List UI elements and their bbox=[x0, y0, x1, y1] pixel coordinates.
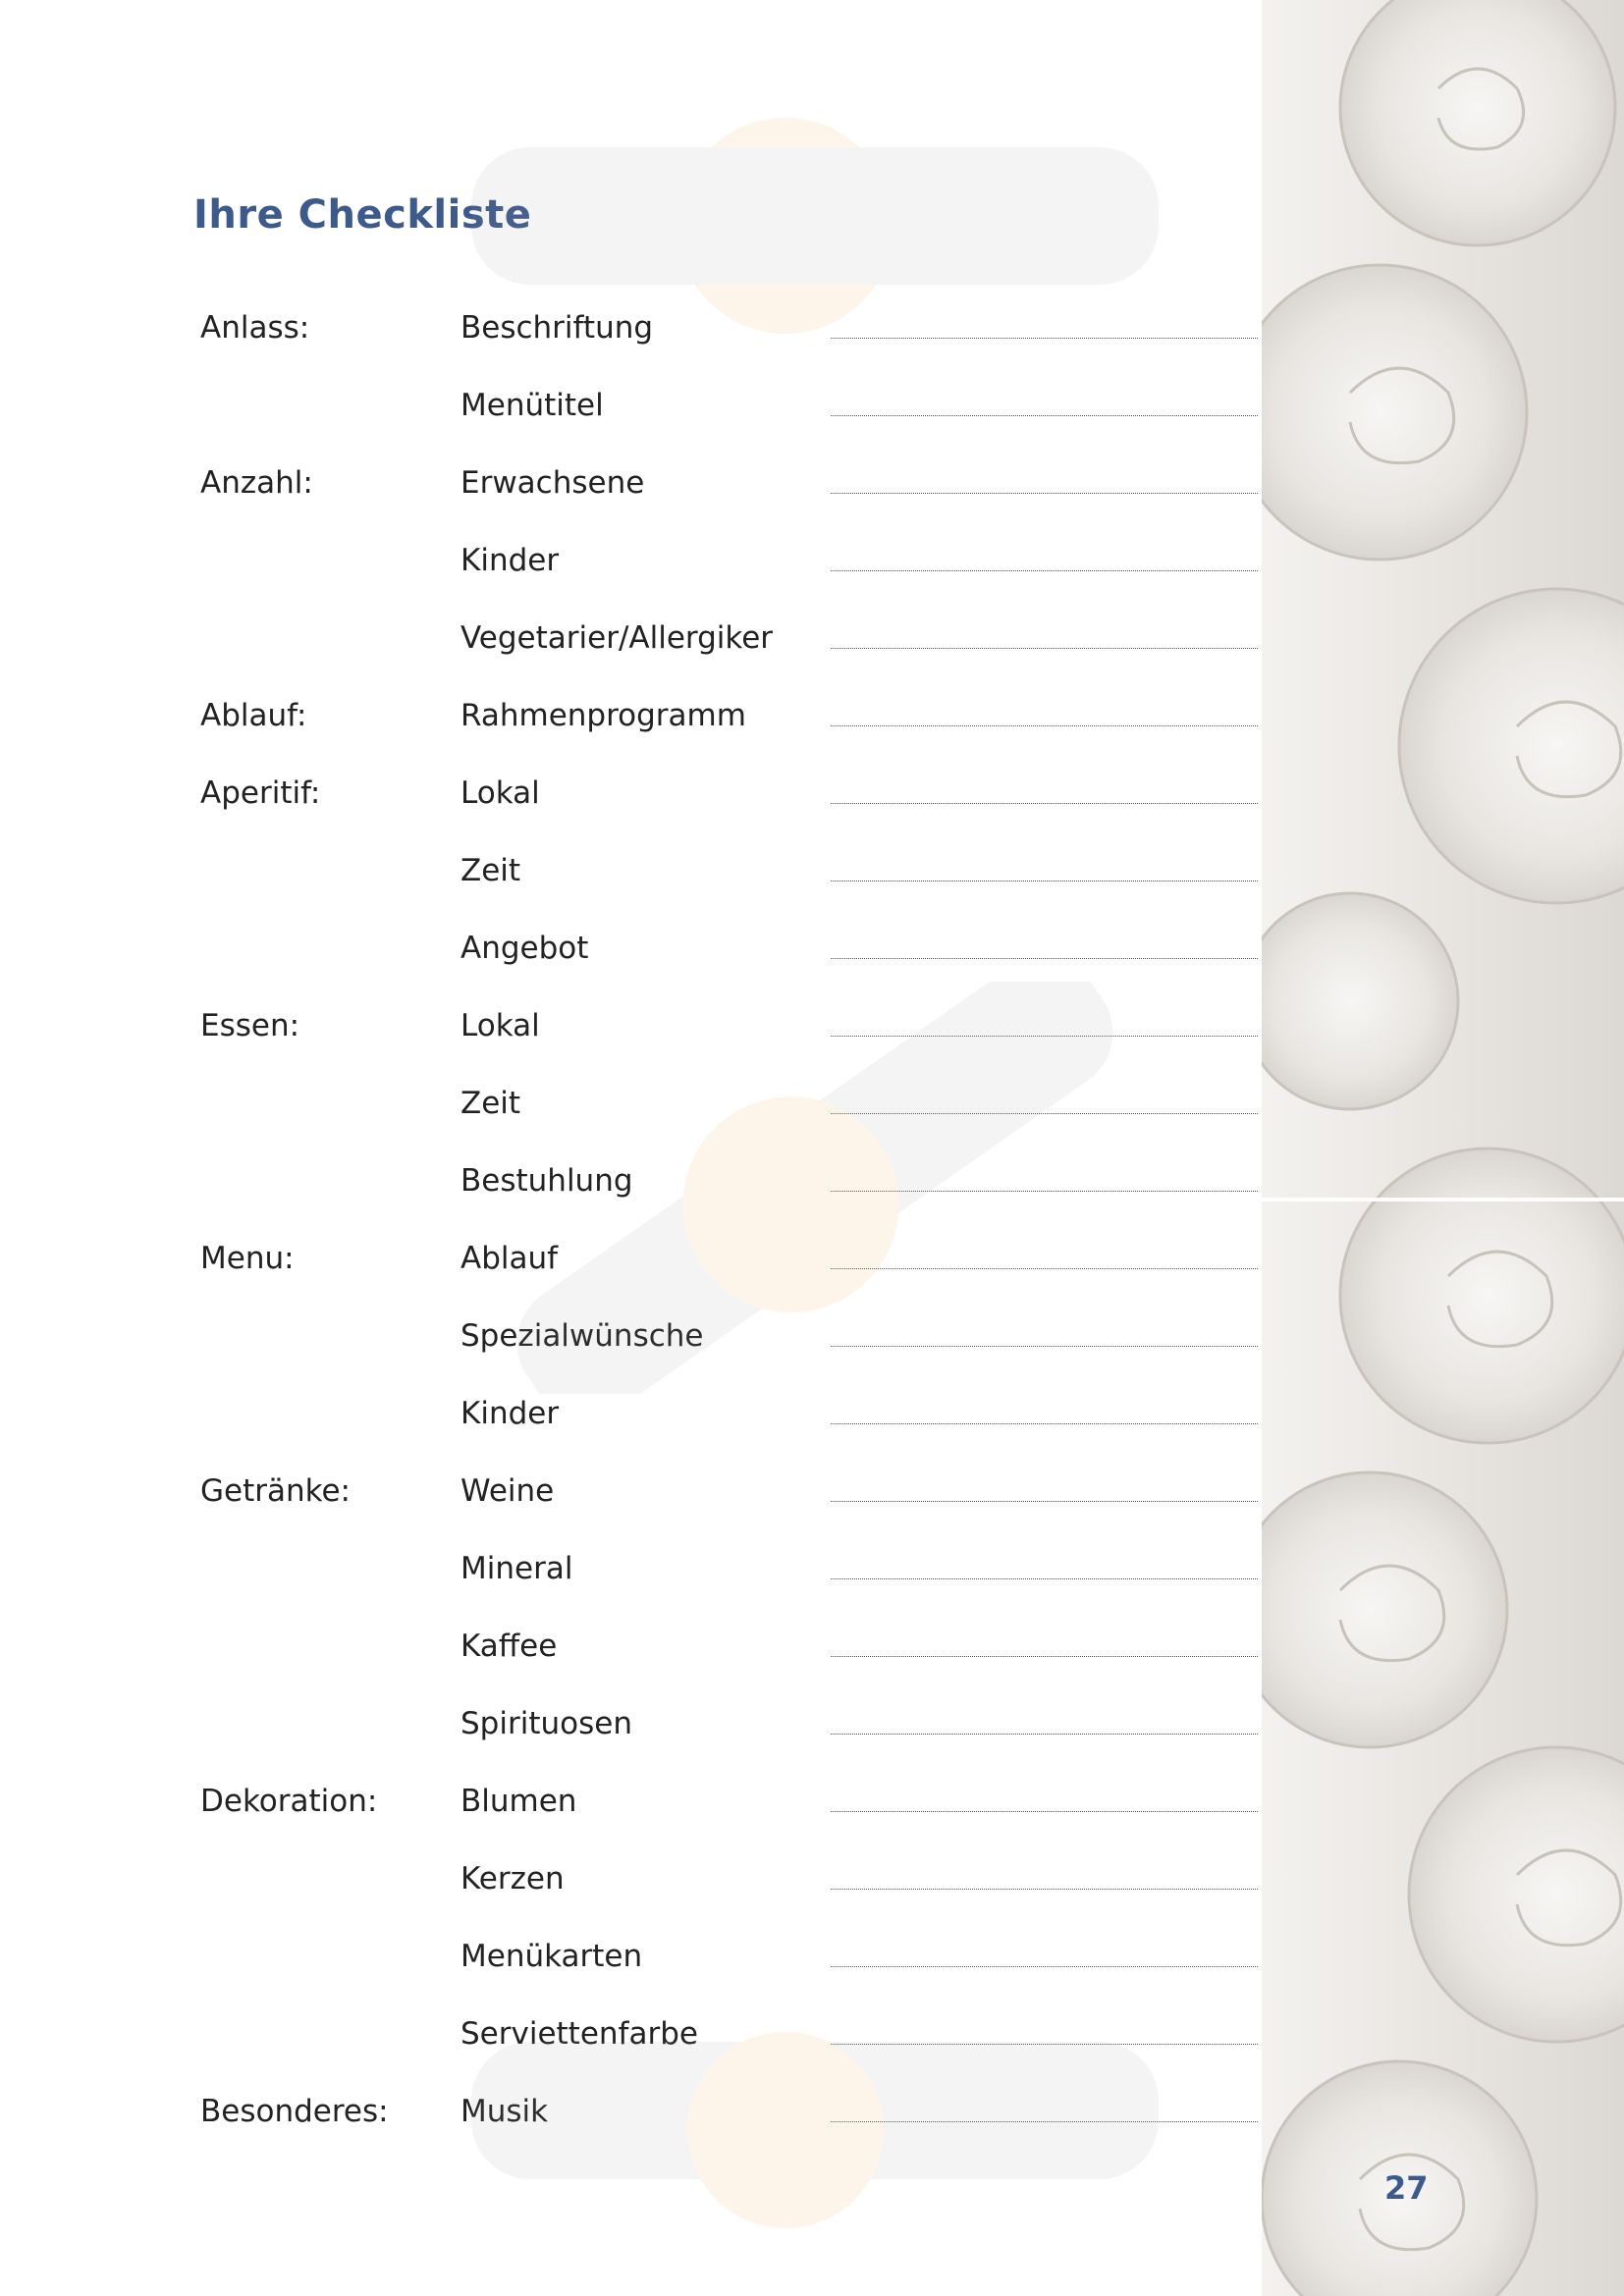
page-number: 27 bbox=[1384, 2169, 1429, 2207]
fill-in-line[interactable] bbox=[831, 1811, 1258, 1812]
fill-in-line[interactable] bbox=[831, 1113, 1258, 1114]
checklist-row bbox=[0, 1623, 1262, 1700]
fill-in-line[interactable] bbox=[831, 1966, 1258, 1967]
item-label: Weine bbox=[460, 1473, 555, 1509]
fill-in-line[interactable] bbox=[831, 958, 1258, 959]
fill-in-line[interactable] bbox=[831, 725, 1258, 726]
item-label: Bestuhlung bbox=[460, 1163, 633, 1199]
fill-in-line[interactable] bbox=[831, 1346, 1258, 1347]
fill-in-line[interactable] bbox=[831, 1734, 1258, 1735]
item-label: Spirituosen bbox=[460, 1706, 632, 1741]
item-label: Lokal bbox=[460, 775, 540, 811]
checklist-row bbox=[0, 1855, 1262, 1933]
category-label: Anzahl: bbox=[200, 465, 313, 501]
fill-in-line[interactable] bbox=[831, 570, 1258, 571]
category-label: Essen: bbox=[200, 1008, 300, 1043]
fill-in-line[interactable] bbox=[831, 415, 1258, 416]
category-label: Dekoration: bbox=[200, 1784, 378, 1819]
item-label: Rahmenprogramm bbox=[460, 698, 746, 733]
item-label: Kerzen bbox=[460, 1861, 565, 1896]
checklist-row bbox=[0, 692, 1262, 770]
item-label: Ablauf bbox=[460, 1241, 559, 1276]
item-label: Vegetarier/Allergiker bbox=[460, 620, 774, 656]
fill-in-line[interactable] bbox=[831, 1578, 1258, 1579]
fill-in-line[interactable] bbox=[831, 1191, 1258, 1192]
category-label: Getränke: bbox=[200, 1473, 352, 1509]
item-label: Erwachsene bbox=[460, 465, 645, 501]
item-label: Zeit bbox=[460, 1086, 521, 1121]
checklist-row bbox=[0, 614, 1262, 692]
checklist-row bbox=[0, 1235, 1262, 1312]
checklist-row bbox=[0, 2088, 1262, 2165]
fill-in-line[interactable] bbox=[831, 1268, 1258, 1269]
checklist-row bbox=[0, 1545, 1262, 1623]
fill-in-line[interactable] bbox=[831, 493, 1258, 494]
category-label: Anlass: bbox=[200, 310, 310, 346]
checklist-row bbox=[0, 847, 1262, 925]
fill-in-line[interactable] bbox=[831, 803, 1258, 804]
item-label: Mineral bbox=[460, 1551, 573, 1586]
checklist-row bbox=[0, 537, 1262, 614]
fill-in-line[interactable] bbox=[831, 1501, 1258, 1502]
white-roses-image bbox=[1262, 0, 1624, 2296]
item-label: Musik bbox=[460, 2094, 549, 2129]
fill-in-line[interactable] bbox=[831, 648, 1258, 649]
item-label: Menükarten bbox=[460, 1939, 643, 1974]
page-title: Ihre Checkliste bbox=[193, 192, 532, 238]
checklist-row bbox=[0, 2010, 1262, 2088]
fill-in-line[interactable] bbox=[831, 1656, 1258, 1657]
checklist-row bbox=[0, 770, 1262, 847]
checklist-row bbox=[0, 925, 1262, 1002]
checklist-row bbox=[0, 1002, 1262, 1080]
checklist-row bbox=[0, 1312, 1262, 1390]
item-label: Beschriftung bbox=[460, 310, 654, 346]
item-label: Angebot bbox=[460, 931, 589, 966]
item-label: Blumen bbox=[460, 1784, 577, 1819]
fill-in-line[interactable] bbox=[831, 1423, 1258, 1424]
checklist-row bbox=[0, 459, 1262, 537]
item-label: Zeit bbox=[460, 853, 521, 888]
fill-in-line[interactable] bbox=[831, 1036, 1258, 1037]
checklist-row bbox=[0, 1080, 1262, 1157]
checklist-row bbox=[0, 304, 1262, 382]
item-label: Menütitel bbox=[460, 388, 604, 423]
item-label: Kaffee bbox=[460, 1629, 558, 1664]
item-label: Kinder bbox=[460, 1396, 560, 1431]
checklist-row bbox=[0, 1390, 1262, 1468]
checklist-row bbox=[0, 1778, 1262, 1855]
checklist-row bbox=[0, 1468, 1262, 1545]
item-label: Serviettenfarbe bbox=[460, 2016, 698, 2052]
category-label: Menu: bbox=[200, 1241, 295, 1276]
fill-in-line[interactable] bbox=[831, 2044, 1258, 2045]
item-label: Lokal bbox=[460, 1008, 540, 1043]
checklist-row bbox=[0, 382, 1262, 459]
category-label: Aperitif: bbox=[200, 775, 321, 811]
checklist-row bbox=[0, 1700, 1262, 1778]
category-label: Ablauf: bbox=[200, 698, 307, 733]
fill-in-line[interactable] bbox=[831, 1889, 1258, 1890]
checklist-row bbox=[0, 1933, 1262, 2010]
category-label: Besonderes: bbox=[200, 2094, 389, 2129]
checklist-row bbox=[0, 1157, 1262, 1235]
fill-in-line[interactable] bbox=[831, 338, 1258, 339]
item-label: Kinder bbox=[460, 543, 560, 578]
item-label: Spezialwünsche bbox=[460, 1318, 704, 1354]
fill-in-line[interactable] bbox=[831, 2121, 1258, 2122]
